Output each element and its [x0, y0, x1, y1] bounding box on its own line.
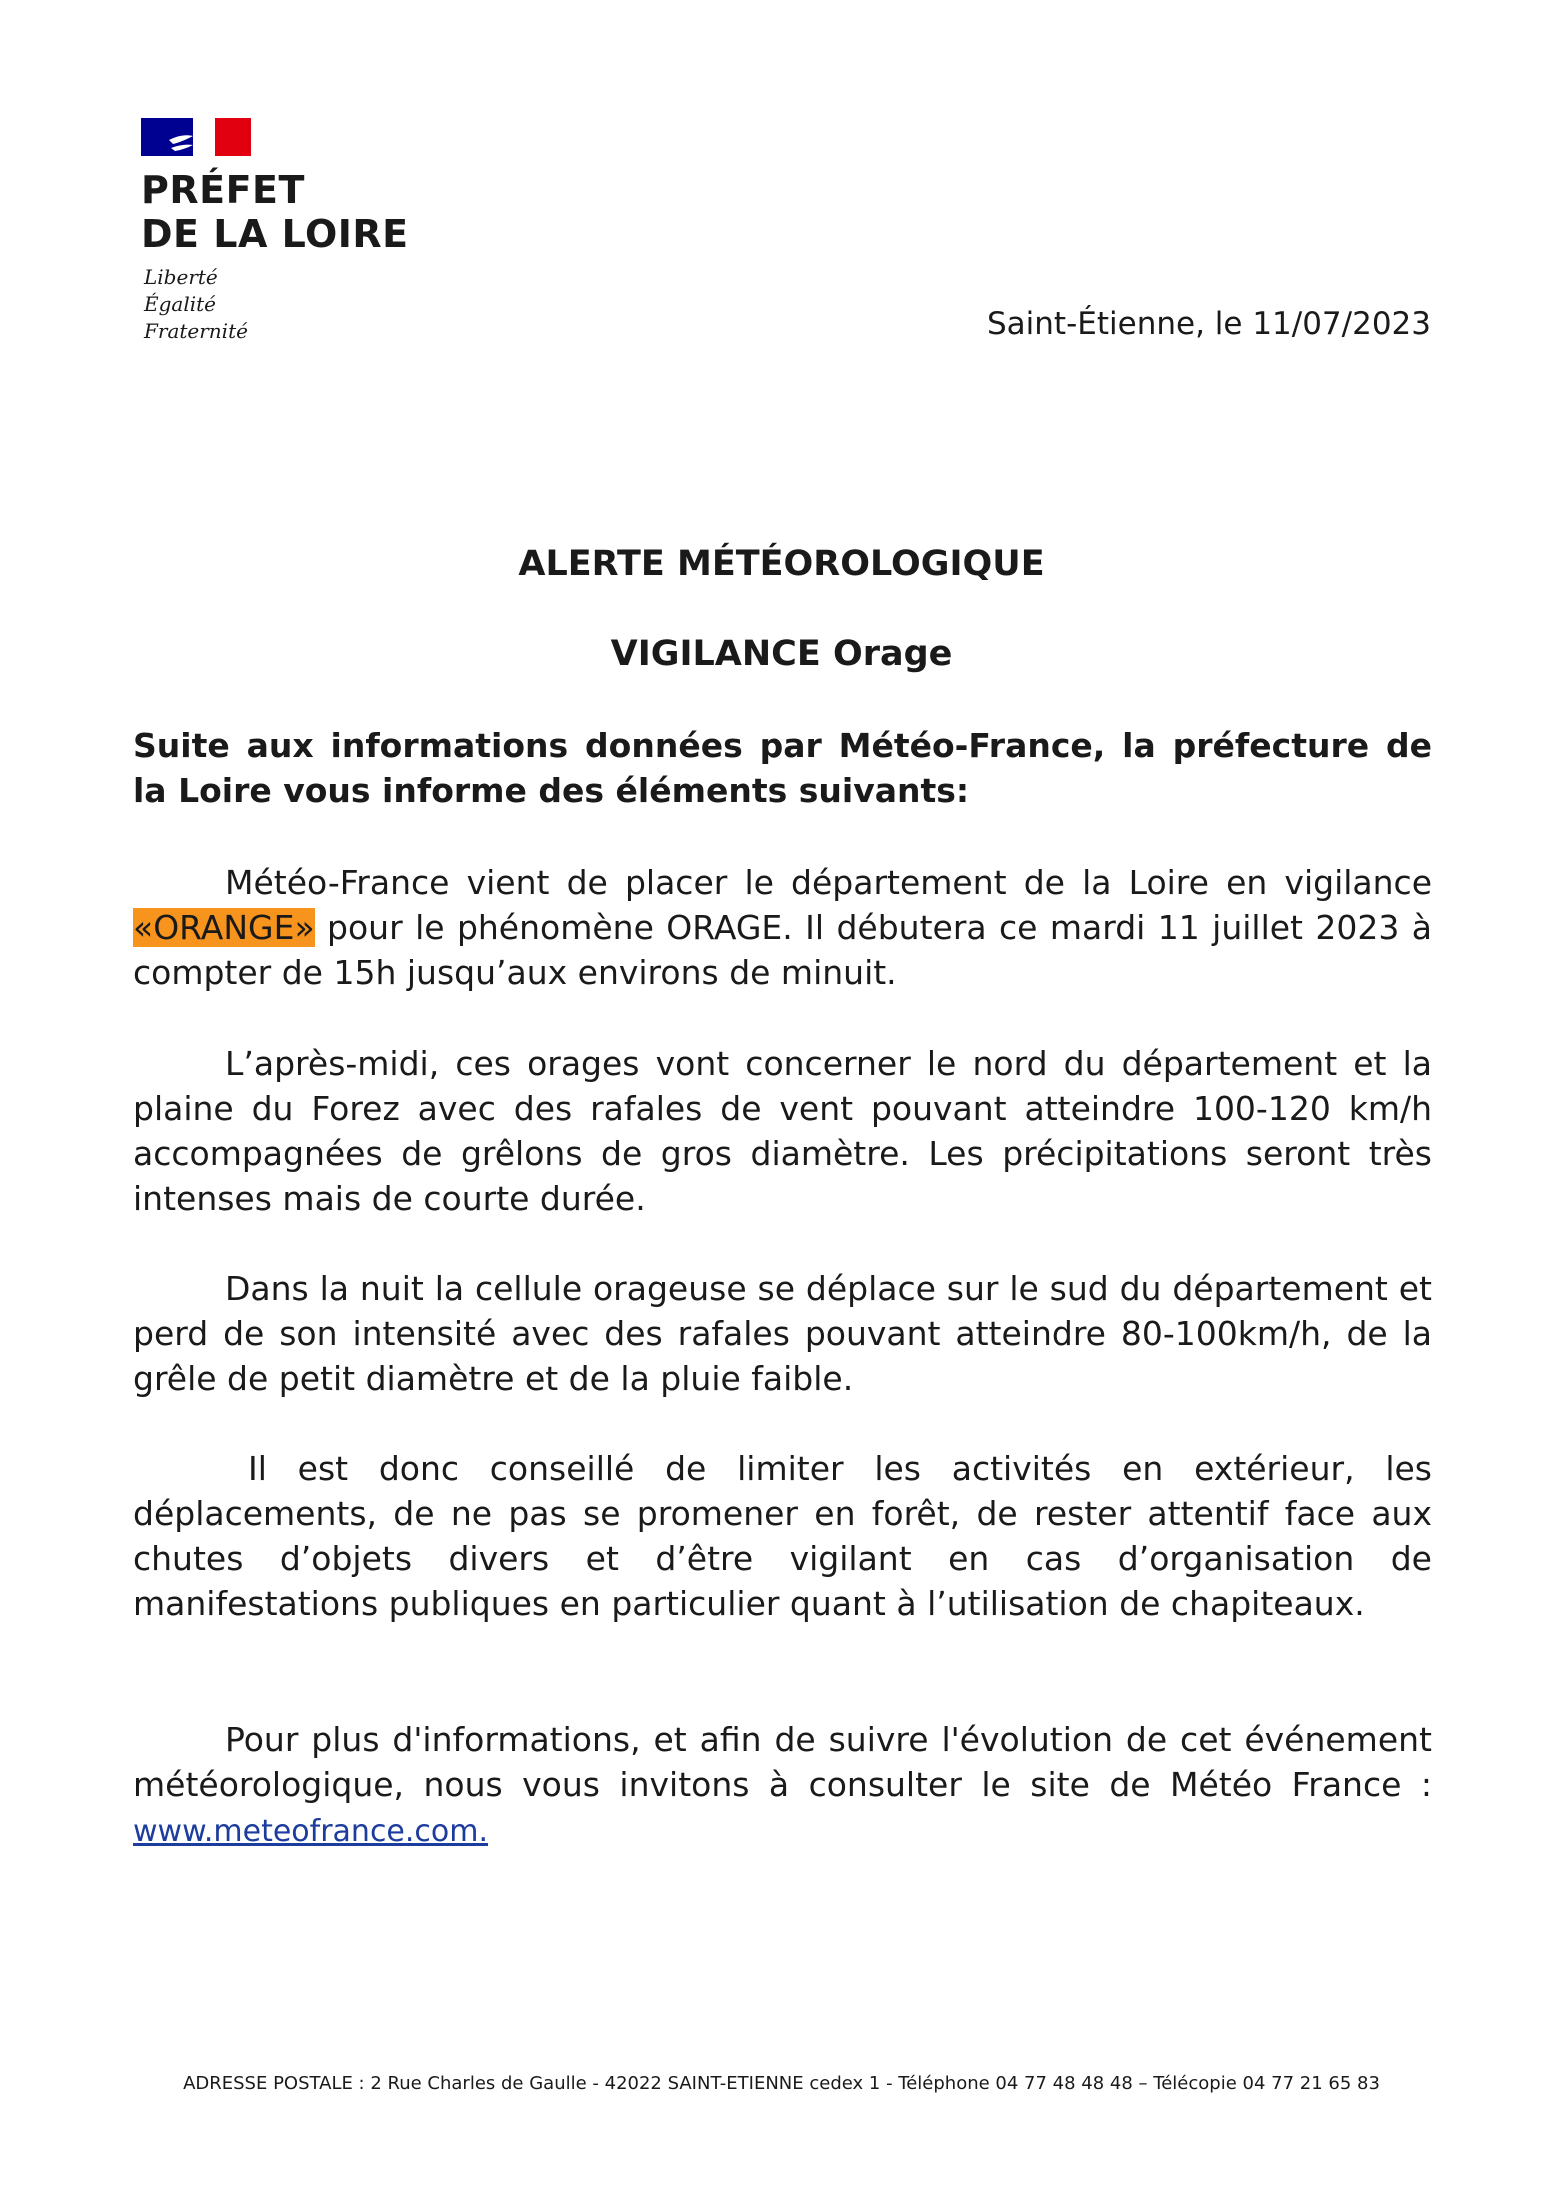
prefecture-logo [141, 118, 409, 345]
motto-liberte: Liberté [144, 265, 218, 289]
p5-text: Pour plus d'informations, et afin de suivre l'évolution de cet événement météorologique, nous vous invitons à consulter le site de Météo France : [133, 1720, 1432, 1804]
vigilance-title: VIGILANCE Orage [610, 634, 953, 674]
motto-egalite: Égalité [144, 292, 216, 316]
paragraph-vigilance [133, 860, 1432, 995]
postal-address-footer: ADRESSE POSTALE : 2 Rue Charles de Gaulle - 42022 SAINT-ETIENNE cedex 1 - Téléphone 04 77 48 48 48 – Télécopie 04 77 21 65 83 [183, 2073, 1380, 2094]
alert-title: ALERTE MÉTÉOROLOGIQUE [518, 544, 1045, 584]
marianne-flag-icon [141, 118, 251, 156]
meteofrance-link[interactable]: www.meteofrance.com. [133, 1814, 489, 1849]
p3-text: Dans la nuit la cellule orageuse se déplace sur le sud du département et perd de son intensité avec des rafales pouvant atteindre 80-100km/h, de la grêle de petit diamètre et de la pluie faible. [133, 1269, 1432, 1398]
intro-paragraph: Suite aux informations données par Météo-France, la préfecture de la Loire vous informe des éléments suivants: [133, 726, 1432, 810]
motto-fraternite: Fraternité [144, 319, 248, 343]
paragraph-afternoon [133, 1041, 1432, 1221]
paragraph-more-info [133, 1717, 1432, 1854]
p4-text: Il est donc conseillé de limiter les activités en extérieur, les déplacements, de ne pas se promener en forêt, de rester attentif face aux chutes d’objets divers et d’être vigilant en cas d’organisation de manifestations publiques en particulier quant à l’utilisation de chapiteaux. [133, 1449, 1432, 1623]
p1-text-before: Météo-France vient de placer le département de la Loire en vigilance [225, 863, 1432, 902]
p1-text-after: pour le phénomène ORAGE. Il débutera ce mardi 11 juillet 2023 à compter de 15h jusqu’aux environs de minuit. [133, 908, 1432, 992]
logo-line-loire: DE LA LOIRE [141, 212, 409, 256]
p2-text: L’après-midi, ces orages vont concerner le nord du département et la plaine du Forez avec des rafales de vent pouvant atteindre 100-120 km/h accompagnées de grêlons de gros diamètre. Les précipitations seront très intenses mais de courte durée. [133, 1044, 1432, 1218]
republic-motto [144, 264, 409, 345]
paragraph-advice [133, 1446, 1432, 1626]
document-date: Saint-Étienne, le 11/07/2023 [987, 306, 1431, 342]
orange-highlight: «ORANGE» [133, 908, 315, 947]
logo-line-prefet: PRÉFET [141, 168, 305, 212]
paragraph-night [133, 1266, 1432, 1401]
